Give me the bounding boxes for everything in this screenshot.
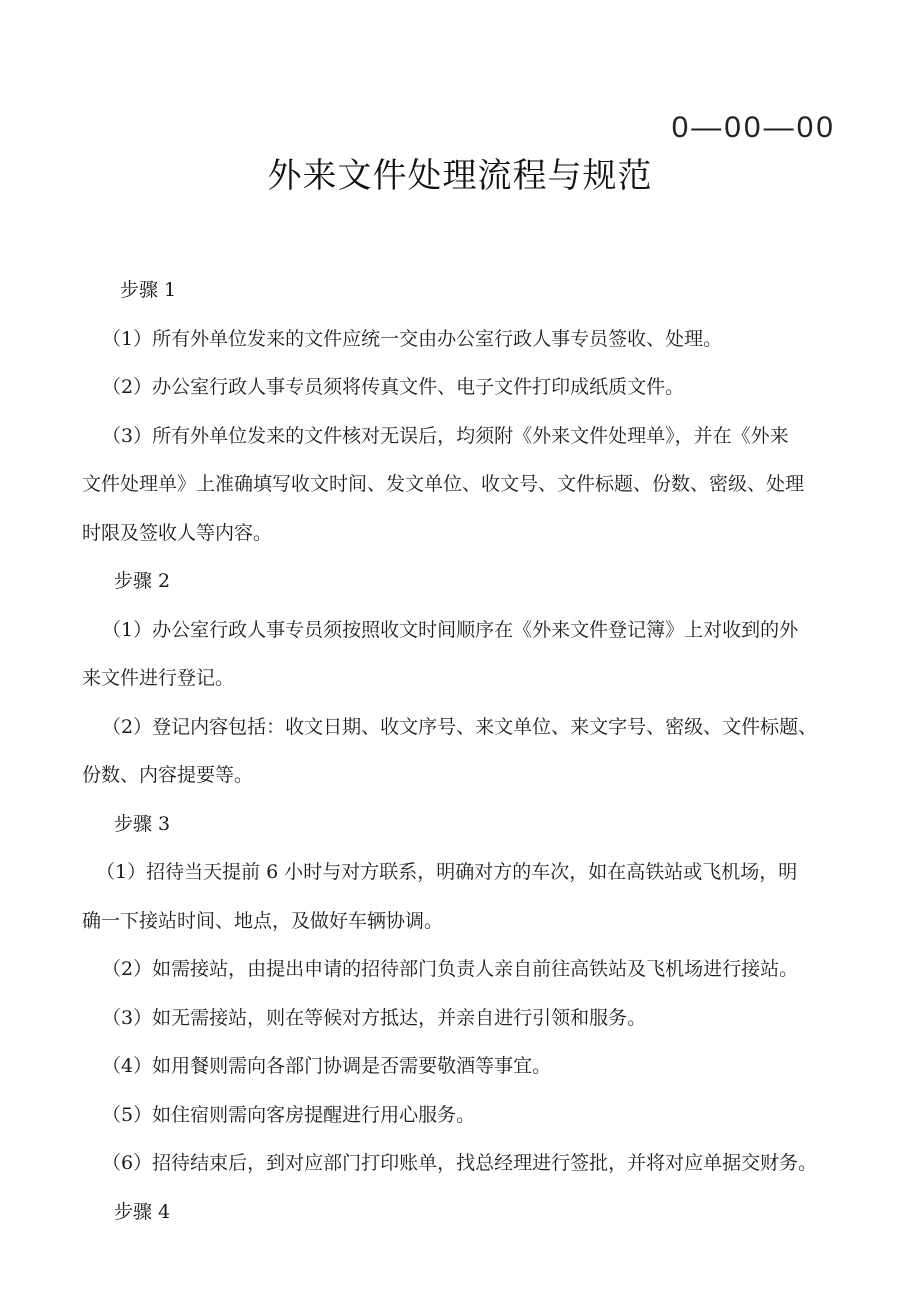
step-1-item-1: （1）所有外单位发来的文件应统一交由办公室行政人事专员签收、处理。 [102, 327, 723, 350]
step-3-item-4: （4）如用餐则需向各部门协调是否需要敬酒等事宜。 [102, 1055, 552, 1077]
document-body [82, 266, 842, 1236]
step-3-item-1-line-2: 确一下接站时间、地点，及做好车辆协调。 [82, 909, 444, 932]
step-3-item-1-line-1: （1）招待当天提前 6 小时与对方联系，明确对方的车次，如在高铁站或飞机场，明 [96, 861, 798, 883]
step-3-item-6: （6）招待结束后，到对应部门打印账单，找总经理进行签批，并将对应单据交财务。 [102, 1152, 818, 1174]
step-2-item-1-line-1: （1）办公室行政人事专员须按照收文时间顺序在《外来文件登记簿》上对收到的外 [102, 618, 799, 641]
step-4-heading: 步骤 4 [114, 1200, 171, 1223]
step-1-item-3-line-3: 时限及签收人等内容。 [82, 521, 273, 544]
document-title: 外来文件处理流程与规范 [267, 156, 653, 196]
step-2-item-1-line-2: 来文件进行登记。 [82, 667, 235, 689]
step-3-item-2: （2）如需接站，由提出申请的招待部门负责人亲自前往高铁站及飞机场进行接站。 [102, 958, 799, 980]
step-1-item-2: （2）办公室行政人事专员须将传真文件、电子文件打印成纸质文件。 [102, 376, 685, 398]
step-2-heading: 步骤 2 [114, 570, 171, 592]
document-code: 0—00—00 [671, 111, 836, 144]
step-3-item-3: （3）如无需接站，则在等候对方抵达，并亲自进行引领和服务。 [102, 1006, 647, 1029]
step-1-item-3-line-2: 文件处理单》上准确填写收文时间、发文单位、收文号、文件标题、份数、密级、处理 [82, 473, 805, 495]
step-2-item-2-line-1: （2）登记内容包括：收文日期、收文序号、来文单位、来文字号、密级、文件标题、 [102, 715, 818, 738]
step-1-item-3-line-1: （3）所有外单位发来的文件核对无误后，均须附《外来文件处理单》，并在《外来 [102, 424, 789, 447]
step-3-heading: 步骤 3 [114, 812, 171, 835]
step-2-item-2-line-2: 份数、内容提要等。 [82, 764, 254, 786]
step-3-item-5: （5）如住宿则需向客房提醒进行用心服务。 [102, 1103, 476, 1126]
step-1-heading: 步骤 1 [120, 279, 177, 301]
